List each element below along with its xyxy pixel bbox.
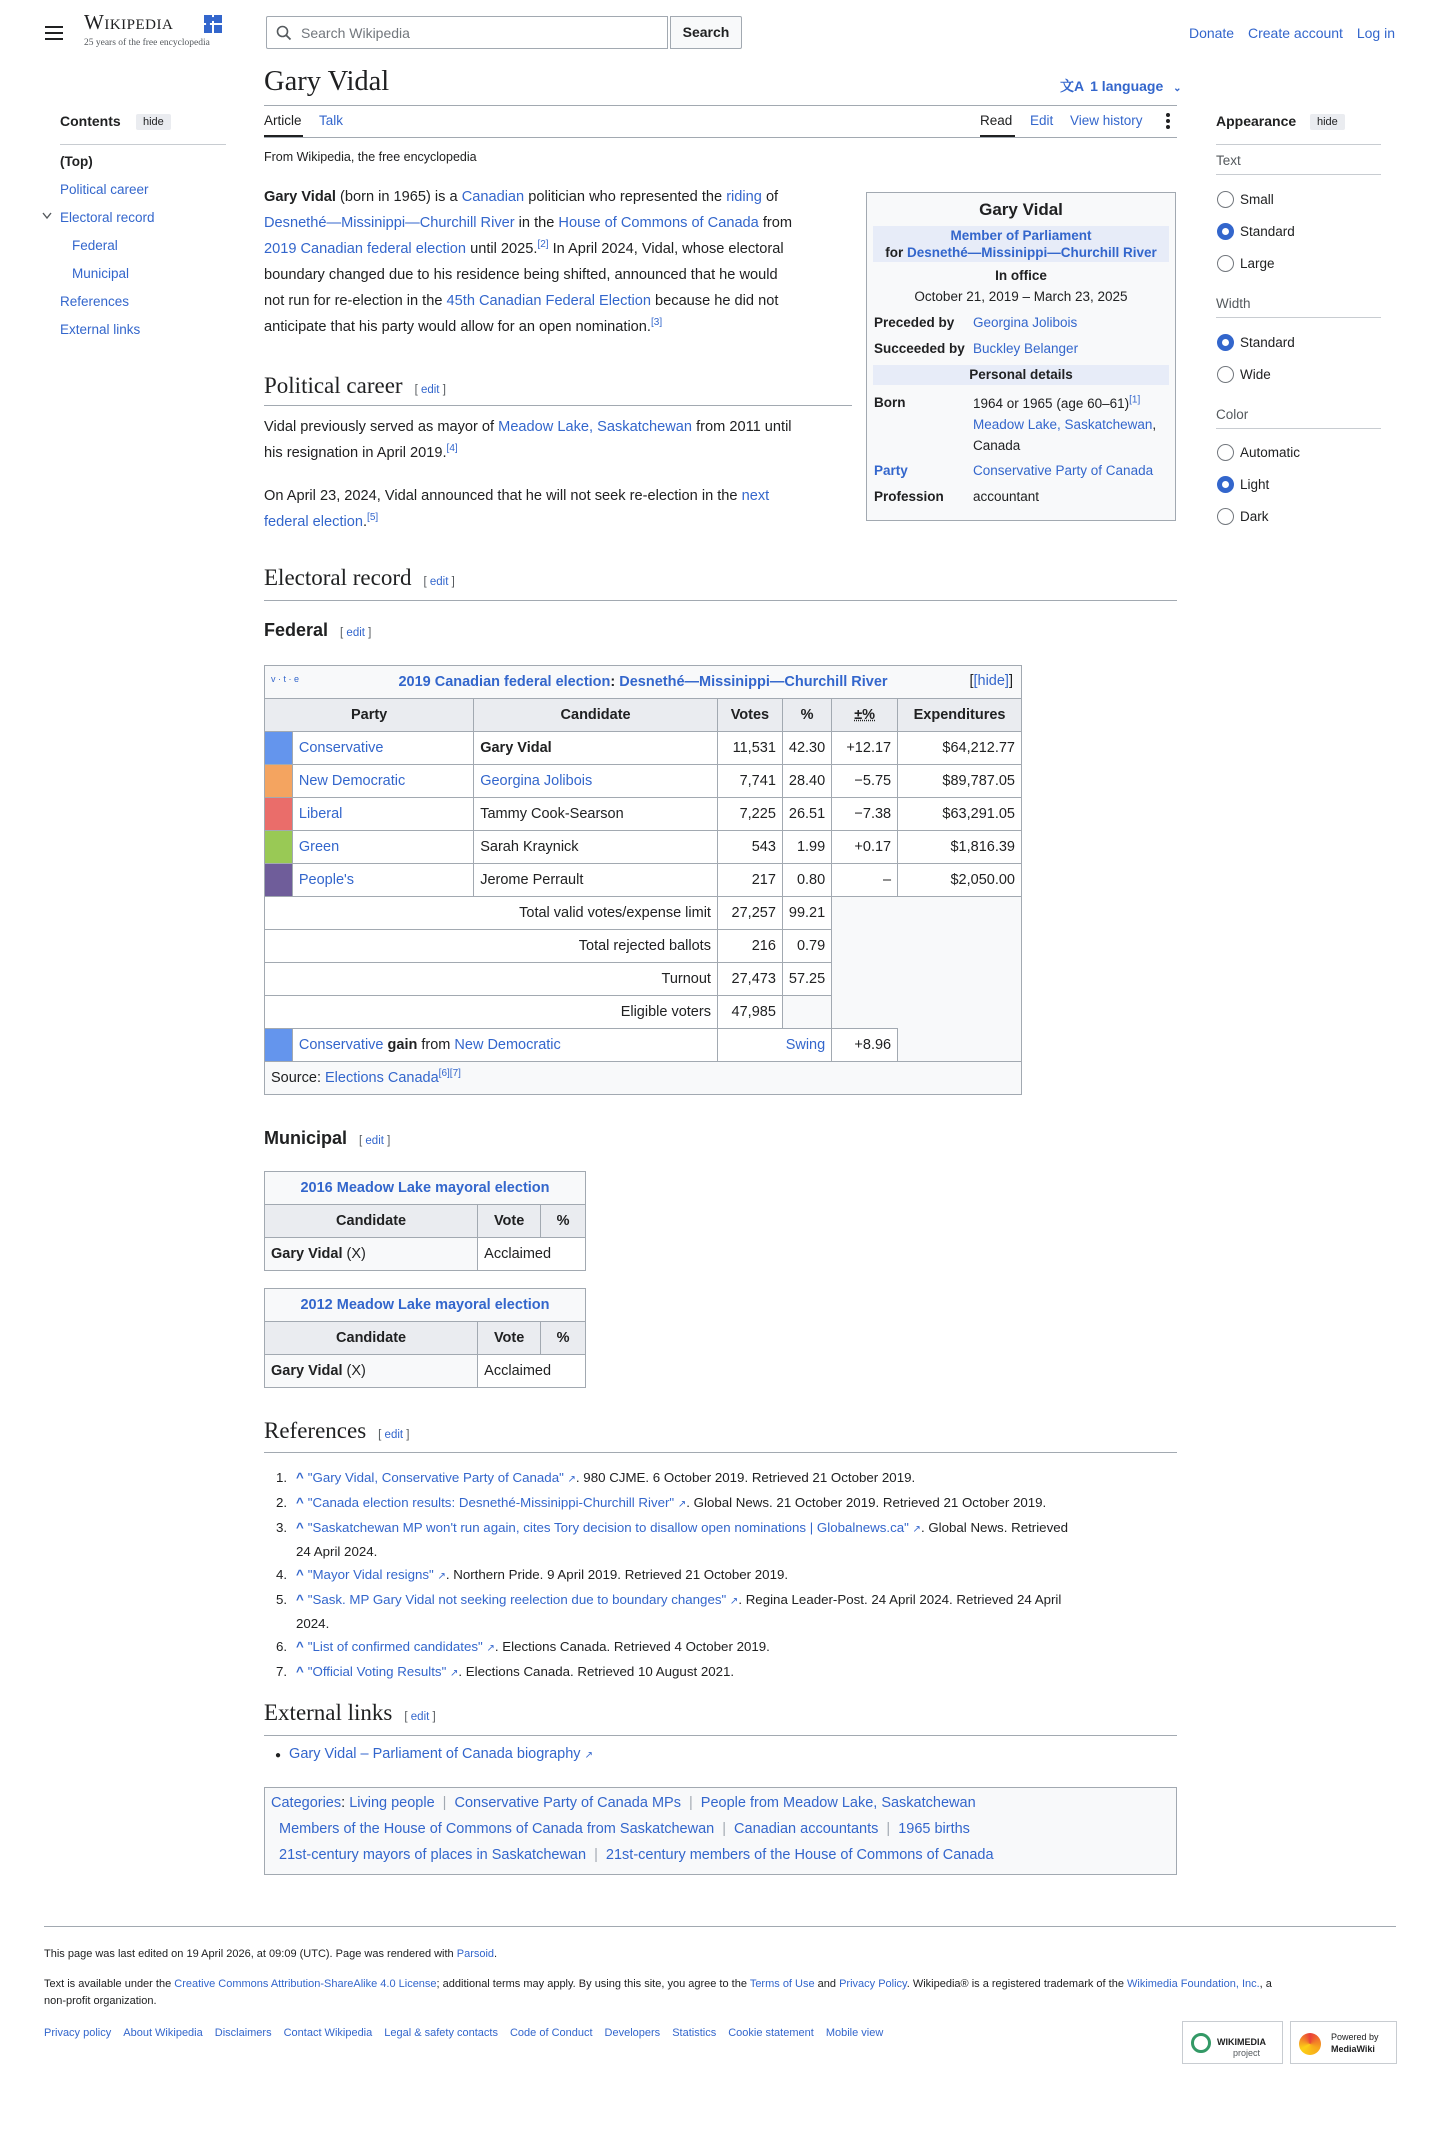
link-house[interactable]: House of Commons of Canada	[558, 215, 759, 231]
party-link[interactable]: Green	[298, 839, 340, 855]
reference-item: 1. ^ "Gary Vidal, Conservative Party of Canada" ↗. 980 CJME. 6 October 2019. Retrieved 21 October 2019.	[276, 1470, 916, 1485]
toc	[60, 113, 226, 145]
reference-link[interactable]: "Sask. MP Gary Vidal not seeking reelection due to boundary changes"	[307, 1592, 727, 1607]
wikimedia-logo-icon	[1191, 2033, 1211, 2053]
source-link[interactable]: Elections Canada	[325, 1070, 439, 1086]
candidate-link[interactable]: Georgina Jolibois	[480, 773, 593, 789]
reference-link[interactable]: "Canada election results: Desnethé-Missinippi-Churchill River"	[307, 1495, 675, 1510]
career-paragraph-1: Vidal previously served as mayor of Meadow Lake, Saskatchewan from 2011 until his resignation in April 2019.[4]	[264, 419, 792, 461]
appearance-title: Appearance	[1216, 113, 1297, 129]
site-subtitle: From Wikipedia, the free encyclopedia	[264, 150, 477, 164]
footer-link[interactable]: Contact Wikipedia	[283, 2027, 373, 2039]
federal-election-table: v · t · e 2019 Canadian federal election: Desnethé—Missinippi—Churchill River [[hide]] Party Candidate Votes % ±% Expenditures Conservative Gary Vidal 11,531 42.30 +12.17 $64,212.77 New Democratic Georgina Jolibois 7,741 28.40 −5.75 $89,787.05 Liberal Tammy Cook-Searson 7,225 26.51 −7.38 $63,291.05 Green Sarah Kraynick 543 1.99 +0.17 $1,816.39 People's Jerome Perrault 217 0.80 – $2,050.00 Total valid votes/expense limit 27,257 99.21 Total rejected ballots 216 0.79 Turnout 27,473 57.25 Eligible voters 47,985 Conservative gain from New Democratic Swing +8.96 Source: Elections Canada[6][7]	[264, 665, 1022, 1095]
table-hide-toggle[interactable]: [[hide]]	[969, 673, 1013, 689]
chevron-down-icon: ⌄	[1173, 83, 1182, 94]
footer-link[interactable]: About Wikipedia	[123, 2027, 203, 2039]
page-title: Gary Vidal	[264, 66, 390, 97]
category-link[interactable]: People from Meadow Lake, Saskatchewan	[700, 1795, 976, 1811]
toc-item-political-career[interactable]: Political career	[60, 182, 149, 197]
wikimedia-project-badge[interactable]: WIKIMEDIA project	[1182, 2021, 1283, 2064]
link-district[interactable]: Desnethé—Missinippi—Churchill River	[264, 215, 515, 231]
heading-federal: Federal [ edit ]	[264, 620, 372, 640]
category-link[interactable]: Living people	[349, 1795, 435, 1811]
mediawiki-logo-icon	[1299, 2033, 1321, 2055]
category-link[interactable]: 1965 births	[898, 1821, 970, 1837]
party-color-swatch	[265, 831, 293, 864]
link-canadian[interactable]: Canadian	[461, 189, 525, 205]
table-row: Conservative Gary Vidal 11,531 42.30 +12.17 $64,212.77	[265, 732, 1022, 765]
logo-tagline: 25 years of the free encyclopedia	[84, 38, 210, 48]
external-link-icon: ↗	[567, 1474, 576, 1485]
footer-link[interactable]: Disclaimers	[214, 2027, 272, 2039]
footer-links	[44, 2027, 895, 2039]
footer-last-edited: This page was last edited on 19 April 2026, at 09:09 (UTC). Page was rendered with Parsoid.	[44, 1948, 498, 1960]
categories-box: Categories: Living people | Conservative Party of Canada MPs | People from Meadow Lake, Saskatchewan Members of the House of Commons of Canada from Saskatchewan | Canadian accountants | 1965 births 21st-century mayors of places in Saskatchewan | 21st-century members of the House of Commons of Canada	[264, 1787, 1177, 1875]
external-link-icon: ↗	[912, 1524, 921, 1535]
party-link[interactable]: Liberal	[298, 806, 343, 822]
district-caption-link[interactable]: Desnethé—Missinippi—Churchill River	[619, 674, 888, 690]
radio-color-dark[interactable]	[1217, 508, 1234, 525]
chevron-down-icon[interactable]	[42, 212, 52, 220]
footer-link[interactable]: Cookie statement	[728, 2027, 814, 2039]
main-menu-button[interactable]	[45, 22, 65, 42]
radio-text-small[interactable]	[1217, 191, 1234, 208]
link-45th-election[interactable]: 45th Canadian Federal Election	[446, 293, 651, 309]
tab-view-history[interactable]: View history	[1070, 113, 1143, 128]
radio-text-large[interactable]	[1217, 255, 1234, 272]
party-color-swatch	[265, 798, 293, 831]
party-link[interactable]: New Democratic	[298, 773, 406, 789]
radio-color-automatic[interactable]	[1217, 444, 1234, 461]
reference-item: 4. ^ "Mayor Vidal resigns" ↗. Northern Pride. 9 April 2019. Retrieved 21 October 2019.	[276, 1567, 789, 1582]
powered-by-mediawiki-badge[interactable]: Powered by MediaWiki	[1290, 2021, 1397, 2064]
toc-item-external-links[interactable]: External links	[60, 322, 141, 337]
external-link-icon: ↗	[729, 1596, 739, 1607]
party-link[interactable]: People's	[298, 872, 355, 888]
table-row: Liberal Tammy Cook-Searson 7,225 26.51 −7.38 $63,291.05	[265, 798, 1022, 831]
infobox-office[interactable]: Member of Parliament	[950, 228, 1092, 243]
intro-paragraph: Gary Vidal (born in 1965) is a Canadian politician who represented the riding of Desnethé—Missinippi—Churchill River in the House of Commons of Canada from 2019 Canadian federal election until 2025.[2] In April 2024, Vidal, whose electoral boundary changed due to his residence being shifted, announced that he would not run for re-election in the 45th Canadian Federal Election because he did not anticipate that his party would allow for an open nomination.[3]	[264, 189, 793, 335]
toc-item-references[interactable]: References	[60, 294, 130, 309]
reference-link[interactable]: "Mayor Vidal resigns"	[307, 1567, 434, 1582]
category-link[interactable]: 21st-century members of the House of Commons of Canada	[605, 1847, 994, 1863]
external-link-icon: ↗	[677, 1499, 687, 1510]
appearance-panel	[1216, 113, 1381, 145]
external-link-icon: ↗	[450, 1668, 459, 1679]
category-link[interactable]: Conservative Party of Canada MPs	[454, 1795, 681, 1811]
translate-icon: 文A	[1060, 78, 1085, 94]
table-row: Green Sarah Kraynick 543 1.99 +0.17 $1,816.39	[265, 831, 1022, 864]
more-actions-icon[interactable]	[1166, 111, 1172, 131]
tab-article[interactable]: Article	[264, 113, 302, 128]
personal-tools	[1179, 25, 1395, 41]
toc-hide-button[interactable]: hide	[136, 114, 171, 130]
infobox-title: Gary Vidal	[979, 200, 1063, 219]
ref-2[interactable]: [2]	[537, 239, 549, 251]
wikipedia-logo[interactable]	[84, 10, 229, 52]
external-link-item: ● Gary Vidal – Parliament of Canada biography ↗	[275, 1746, 593, 1762]
logo-wordmark: Wikipedia	[84, 10, 174, 34]
candidate-name: Tammy Cook-Searson	[480, 806, 624, 822]
infobox-preceded[interactable]: Georgina Jolibois	[973, 315, 1078, 330]
radio-text-standard[interactable]	[1217, 223, 1234, 240]
change-header: ±%	[832, 699, 898, 732]
link-riding[interactable]: riding	[726, 189, 762, 205]
footer-link[interactable]: Privacy policy	[44, 2027, 112, 2039]
reference-item: 3. ^ "Saskatchewan MP won't run again, cites Tory decision to disallow open nominations | Globalnews.ca" ↗. Global News. Retrieved 24 April 2024.	[276, 1520, 1069, 1559]
radio-width-standard[interactable]	[1217, 334, 1234, 351]
ref-3[interactable]: [3]	[650, 317, 663, 329]
party-color-swatch	[265, 864, 293, 897]
reference-link[interactable]: "Gary Vidal, Conservative Party of Canada"	[307, 1470, 564, 1485]
infobox: Gary Vidal Member of Parliament for Desnethé—Missinippi—Churchill River In office October 21, 2019 – March 23, 2025 Preceded by Georgina Jolibois Succeeded by Buckley Belanger Personal details Born 1964 or 1965 (age 60–61)[1] Meadow Lake, Saskatchewan, Canada Party Conservative Party of Canada Profession accountant	[866, 192, 1176, 521]
language-button[interactable]: 文A 1 language ⌄	[1060, 78, 1182, 94]
footer-license: Text is available under the Creative Commons Attribution-ShareAlike 4.0 License; additional terms may apply. By using this site, you agree to the Terms of Use and Privacy Policy. Wikipedia® is a registered trademark of the Wikimedia Foundation, Inc., a non-profit organization.	[44, 1978, 1272, 2007]
reference-item: 2. ^ "Canada election results: Desnethé-Missinippi-Churchill River" ↗. Global News. 21 October 2019. Retrieved 21 October 2019.	[276, 1495, 1047, 1510]
heading-political-career: Political career [ edit ]	[264, 373, 446, 398]
external-link-icon: ↗	[584, 1750, 593, 1761]
toc-item-electoral-record[interactable]: Electoral record	[60, 210, 155, 225]
external-link-icon: ↗	[437, 1571, 446, 1582]
log-in-link[interactable]: Log in	[1356, 25, 1395, 41]
reference-item: 7. ^ "Official Voting Results" ↗. Elections Canada. Retrieved 10 August 2021.	[276, 1664, 735, 1679]
search-placeholder: Search Wikipedia	[301, 25, 410, 41]
candidate-name: Jerome Perrault	[480, 872, 584, 888]
infobox-succeeded[interactable]: Buckley Belanger	[973, 341, 1079, 356]
external-link-parliament[interactable]: Gary Vidal – Parliament of Canada biography	[289, 1746, 581, 1762]
toc-item-municipal[interactable]: Municipal	[72, 266, 130, 281]
external-link-icon: ↗	[486, 1643, 495, 1654]
municipal-2012-table: 2012 Meadow Lake mayoral election Candidate Vote % Gary Vidal (X) Acclaimed	[264, 1288, 586, 1388]
table-row: New Democratic Georgina Jolibois 7,741 28.40 −5.75 $89,787.05	[265, 765, 1022, 798]
search-icon	[276, 25, 292, 41]
party-color-swatch	[265, 765, 293, 798]
heading-external-links: External links [ edit ]	[264, 1700, 436, 1725]
toc-item-federal[interactable]: Federal	[72, 238, 118, 253]
search-input[interactable]	[266, 16, 668, 49]
party-link[interactable]: Conservative	[298, 740, 384, 756]
municipal-2016-table: 2016 Meadow Lake mayoral election Candidate Vote % Gary Vidal (X) Acclaimed	[264, 1171, 586, 1271]
heading-references: References [ edit ]	[264, 1418, 410, 1443]
table-row: People's Jerome Perrault 217 0.80 – $2,050.00	[265, 864, 1022, 897]
footer-link[interactable]: Statistics	[672, 2027, 717, 2039]
navbox-vte[interactable]: v · t · e	[271, 674, 300, 684]
appearance-hide-button[interactable]: hide	[1310, 114, 1345, 130]
election-caption-link[interactable]: 2019 Canadian federal election	[398, 674, 611, 690]
create-account-link[interactable]: Create account	[1248, 25, 1343, 41]
tab-talk[interactable]: Talk	[319, 113, 344, 128]
radio-width-wide[interactable]	[1217, 366, 1234, 383]
footer-link[interactable]: Legal & safety contacts	[384, 2027, 498, 2039]
search-button[interactable]: Search	[670, 16, 742, 49]
infobox-district[interactable]: Desnethé—Missinippi—Churchill River	[906, 245, 1157, 260]
category-link[interactable]: Canadian accountants	[734, 1821, 879, 1837]
party-color-swatch	[265, 732, 293, 765]
reference-link[interactable]: "Official Voting Results"	[307, 1664, 447, 1679]
radio-color-light[interactable]	[1217, 476, 1234, 493]
donate-link[interactable]: Donate	[1188, 25, 1235, 41]
footer-link[interactable]: Code of Conduct	[509, 2027, 593, 2039]
heading-electoral-record: Electoral record [ edit ]	[264, 565, 455, 590]
toc-title: Contents	[60, 113, 121, 129]
category-link[interactable]: 21st-century mayors of places in Saskatchewan	[279, 1847, 587, 1863]
tab-read[interactable]: Read	[980, 113, 1013, 128]
footer-link[interactable]: Developers	[604, 2027, 661, 2039]
heading-municipal: Municipal [ edit ]	[264, 1128, 391, 1148]
reference-item: 5. ^ "Sask. MP Gary Vidal not seeking reelection due to boundary changes" ↗. Regina Leader-Post. 24 April 2024. Retrieved 24 April 2024.	[276, 1592, 1062, 1631]
categories-label[interactable]: Categories	[271, 1795, 342, 1811]
toc-item-top[interactable]: (Top)	[60, 154, 93, 169]
tab-edit[interactable]: Edit	[1030, 113, 1054, 128]
link-2019-election[interactable]: 2019 Canadian federal election	[264, 241, 467, 257]
infobox-party[interactable]: Conservative Party of Canada	[973, 463, 1154, 478]
category-link[interactable]: Members of the House of Commons of Canada from Saskatchewan	[279, 1821, 715, 1837]
puzzle-globe-icon	[202, 13, 224, 35]
footer-link[interactable]: Mobile view	[825, 2027, 884, 2039]
menu-icon	[45, 26, 63, 28]
reference-link[interactable]: "Saskatchewan MP won't run again, cites Tory decision to disallow open nominations | Globalnews.ca"	[307, 1520, 909, 1535]
reference-link[interactable]: "List of confirmed candidates"	[307, 1639, 483, 1654]
reference-item: 6. ^ "List of confirmed candidates" ↗. Elections Canada. Retrieved 4 October 2019.	[276, 1639, 770, 1654]
candidate-name: Gary Vidal	[480, 740, 552, 756]
infobox-birthplace[interactable]: Meadow Lake, Saskatchewan	[973, 417, 1153, 432]
candidate-name: Sarah Kraynick	[480, 839, 579, 855]
career-paragraph-2: On April 23, 2024, Vidal announced that he will not seek re-election in the next federal election.[5]	[264, 488, 770, 530]
